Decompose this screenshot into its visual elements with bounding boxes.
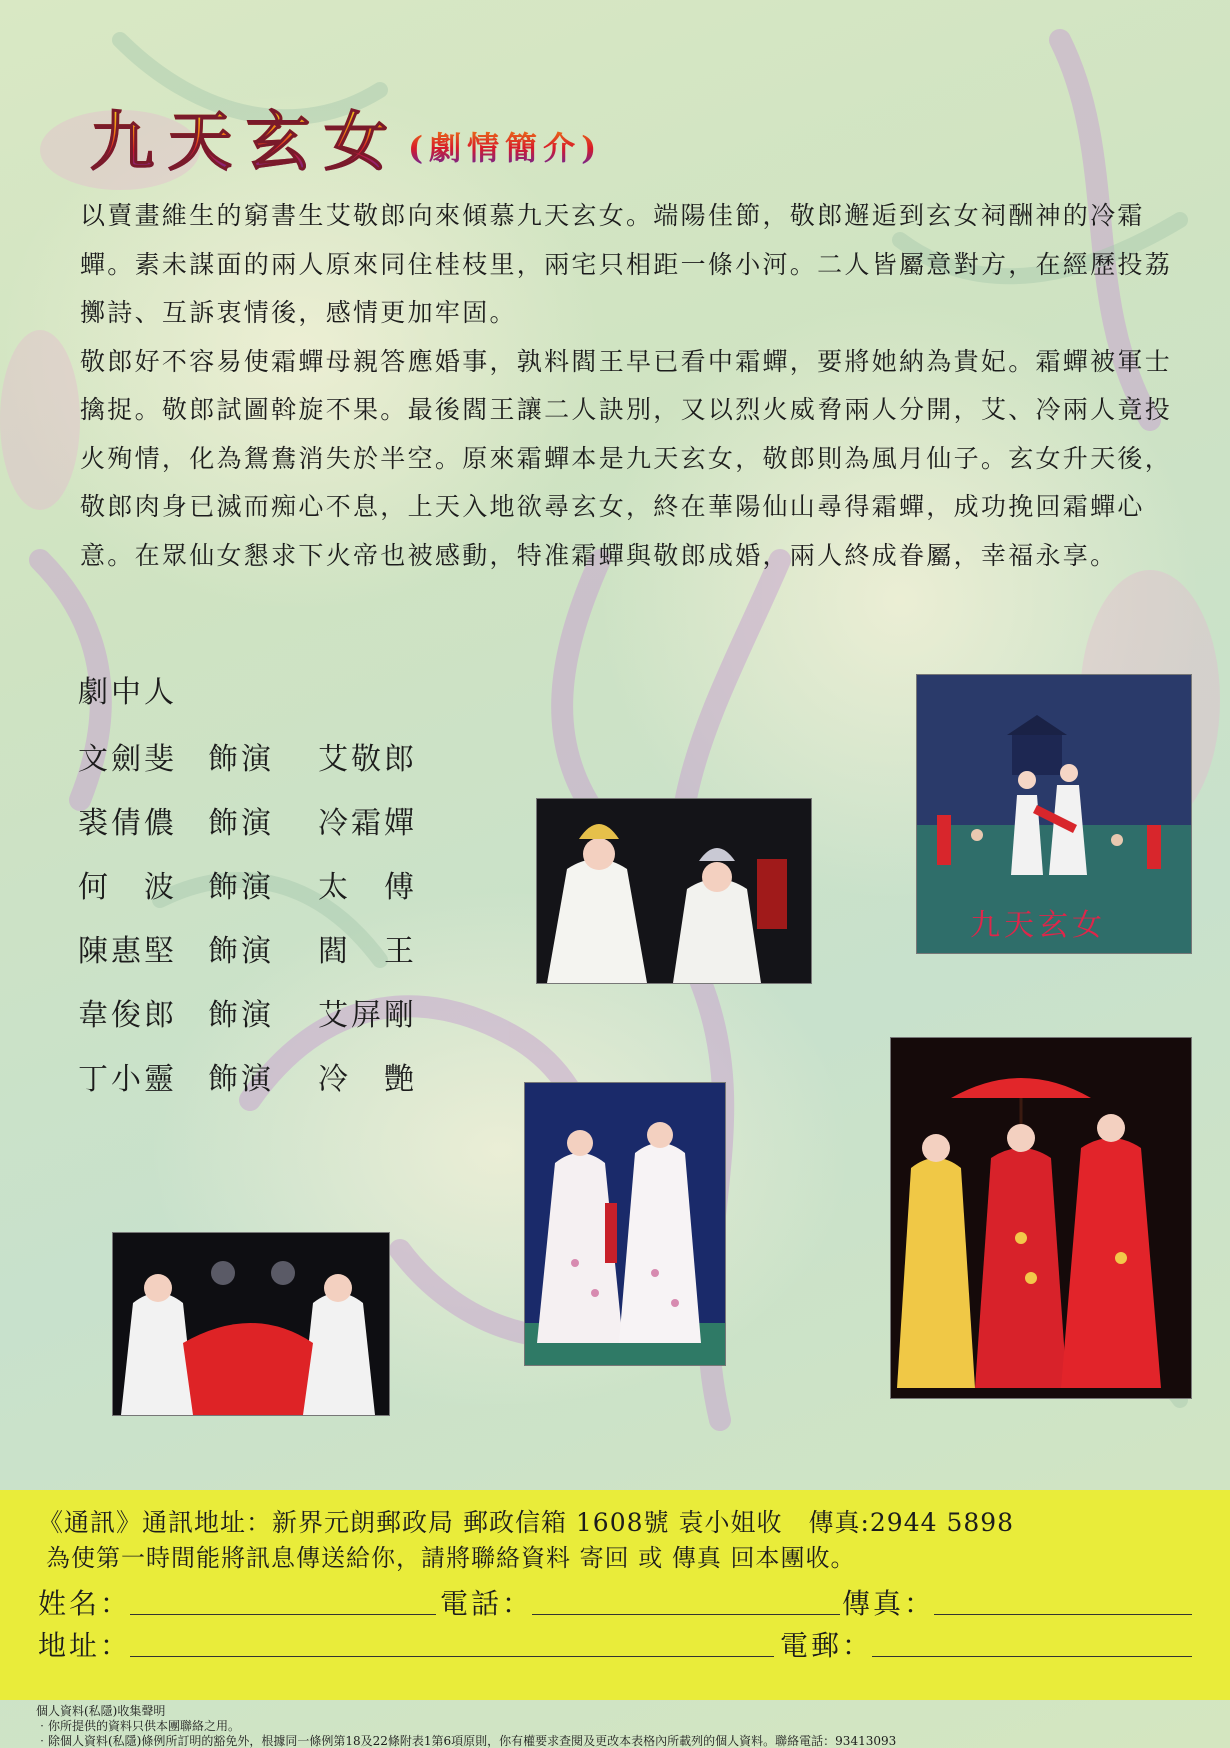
phone-label: 電話：	[440, 1587, 534, 1620]
contact-address: 《通訊》通訊地址：新界元朗郵政局 郵政信箱 1608號 袁小姐收 傳真:2944 5898	[38, 1508, 1015, 1537]
phone-field[interactable]	[532, 1614, 840, 1615]
cast-row	[78, 1048, 428, 1112]
cast-character: 冷 艷	[318, 1062, 417, 1097]
email-label: 電郵：	[780, 1629, 874, 1662]
page-title: 九天玄女	[90, 105, 402, 180]
cast-row	[78, 984, 428, 1048]
cast-list	[78, 668, 428, 1112]
cast-character: 艾敬郎	[318, 742, 417, 777]
fax-label: 傳真：	[842, 1587, 936, 1620]
cast-actor: 陳惠堅	[78, 934, 177, 969]
name-label: 姓名：	[38, 1587, 132, 1620]
email-field[interactable]	[872, 1656, 1192, 1657]
privacy-notice	[36, 1704, 896, 1748]
cast-actor: 何 波	[78, 870, 177, 905]
cast-role: 飾演	[208, 934, 274, 969]
stage-photo-couple	[524, 1082, 726, 1366]
cast-role: 飾演	[208, 998, 274, 1033]
cast-role: 飾演	[208, 1062, 274, 1097]
privacy-line: ‧除個人資料(私隱)條例所訂明的豁免外，根據同一條例第18及22條附表1第6項原則，你有權要求查閱及更改本表格內所載列的個人資料。聯絡電話：93413093	[36, 1734, 897, 1748]
cast-character: 太 傅	[318, 870, 417, 905]
synopsis-paragraph: 敬郎好不容易使霜蟬母親答應婚事，孰料閻王早已看中霜蟬，要將她納為貴妃。霜蟬被軍士擒捉。敬郎試圖斡旋不果。最後閻王讓二人訣別，又以烈火威脅兩人分開，艾、冷兩人竟投火殉情，化為鴛鴦消失於半空。原來霜蟬本是九天玄女，敬郎則為風月仙子。玄女升天後，敬郎肉身已滅而痴心不息，上天入地欲尋玄女，終在華陽仙山尋得霜蟬，成功挽回霜蟬心意。在眾仙女懇求下火帝也被感動，特准霜蟬與敬郎成婚，兩人終成眷屬，幸福永享。	[80, 346, 1173, 570]
cast-role: 飾演	[208, 806, 274, 841]
cast-character: 冷霜嬋	[318, 806, 417, 841]
cast-character: 艾屏剛	[318, 998, 417, 1033]
privacy-title: 個人資料(私隱)收集聲明	[36, 1704, 166, 1718]
cast-row	[78, 728, 428, 792]
page-subtitle: (劇情簡介)	[408, 123, 602, 169]
cast-actor: 文劍斐	[78, 742, 177, 777]
title-block	[90, 95, 603, 180]
cast-row	[78, 792, 428, 856]
cast-row	[78, 856, 428, 920]
stage-photo-ensemble	[112, 1232, 390, 1416]
photo-caption: 九天玄女	[970, 908, 1106, 943]
address-label: 地址：	[38, 1629, 132, 1662]
cast-row	[78, 920, 428, 984]
privacy-line: ‧你所提供的資料只供本團聯絡之用。	[36, 1719, 241, 1733]
stage-photo-pair	[536, 798, 812, 984]
cast-role: 飾演	[208, 742, 274, 777]
cast-actor: 韋俊郎	[78, 998, 177, 1033]
cast-role: 飾演	[208, 870, 274, 905]
cast-actor: 丁小靈	[78, 1062, 177, 1097]
synopsis	[80, 192, 1190, 580]
cast-heading: 劇中人	[78, 675, 177, 710]
cast-actor: 裘倩儂	[78, 806, 177, 841]
name-field[interactable]	[130, 1614, 436, 1615]
contact-instruction: 為使第一時間能將訊息傳送給你，請將聯絡資料 寄回 或 傳真 回本團收。	[46, 1544, 856, 1572]
fax-field[interactable]	[934, 1614, 1192, 1615]
synopsis-paragraph: 以賣畫維生的窮書生艾敬郎向來傾慕九天玄女。端陽佳節，敬郎邂逅到玄女祠酬神的冷霜蟬。素未謀面的兩人原來同住桂枝里，兩宅只相距一條小河。二人皆屬意對方，在經歷投荔擲詩、互訴衷情後，感情更加牢固。	[80, 201, 1173, 327]
cast-character: 閻 王	[318, 934, 417, 969]
stage-photo-wedding	[890, 1037, 1192, 1399]
address-field[interactable]	[130, 1656, 774, 1657]
